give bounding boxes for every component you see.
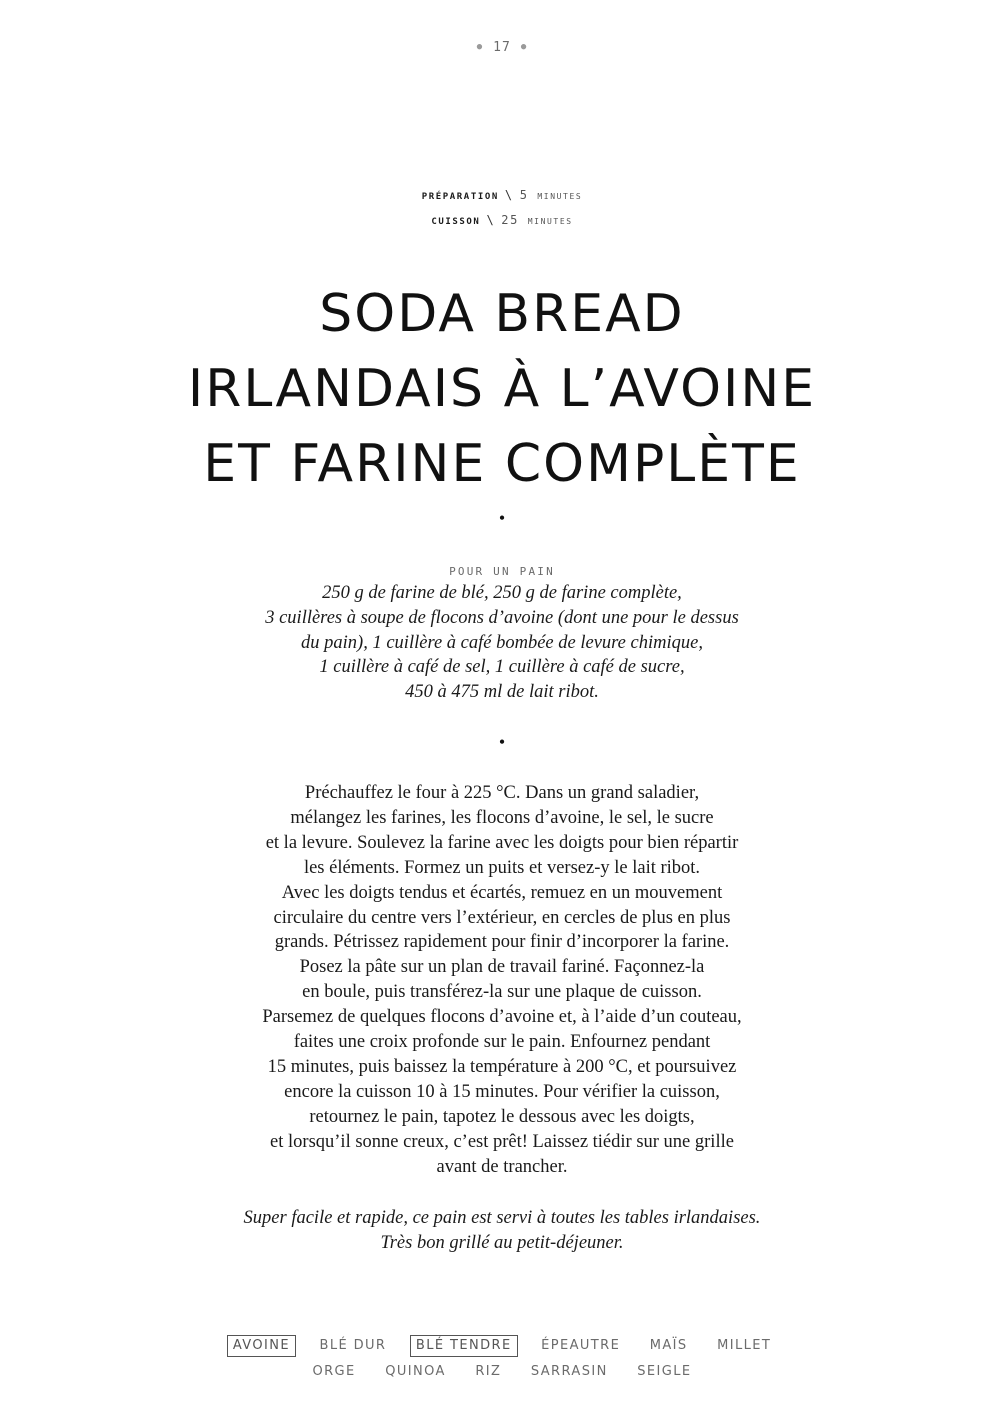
grain-tag-mais[interactable]: MAÏS [649, 1338, 688, 1353]
method-line: avant de trancher. [436, 1156, 568, 1177]
recipe-yield: POUR UN PAIN [449, 565, 555, 578]
method-line: Avec les doigts tendus et écartés, remuez en un mouvement [281, 882, 723, 903]
ingredients-line: du pain), 1 cuillère à café bombée de levure chimique, [301, 632, 703, 653]
method-line: Parsemez de quelques flocons d’avoine et, à l’aide d’un couteau, [262, 1007, 742, 1028]
cook-time [0, 213, 1004, 228]
method-line: Posez la pâte sur un plan de travail fariné. Façonnez-la [299, 957, 705, 978]
method-line: en boule, puis transférez-la sur une plaque de cuisson. [302, 982, 702, 1003]
cook-time-separator: \ [486, 213, 496, 227]
method-line: encore la cuisson 10 à 15 minutes. Pour vérifier la cuisson, [284, 1081, 720, 1102]
prep-time [0, 188, 1004, 203]
page-number-dot-left: ● [476, 42, 484, 52]
page-number-dot-right: ● [520, 42, 528, 52]
grain-tag-riz[interactable]: RIZ [475, 1364, 502, 1379]
grain-tag-ble-dur[interactable]: BLÉ DUR [319, 1338, 387, 1353]
page-number [0, 40, 1004, 55]
ingredients-line: 250 g de farine de blé, 250 g de farine complète, [322, 583, 682, 603]
prep-time-label: préparation [421, 188, 499, 203]
grain-tag-ble-tendre[interactable]: BLÉ TENDRE [410, 1335, 518, 1357]
method-line: et lorsqu’il sonne creux, c’est prêt! Laissez tiédir sur une grille [270, 1131, 734, 1152]
prep-time-value: 5 minutes [519, 188, 583, 202]
grain-tag-sarrasin[interactable]: SARRASIN [530, 1364, 608, 1379]
cook-time-value: 25 minutes [501, 213, 573, 227]
ingredients-line: 1 cuillère à café de sel, 1 cuillère à café de sucre, [319, 657, 685, 678]
prep-time-separator: \ [504, 188, 514, 202]
grain-tag-quinoa[interactable]: QUINOA [385, 1364, 446, 1379]
method-line: Préchauffez le four à 225 °C. Dans un grand saladier, [304, 783, 700, 803]
note-line: Super facile et rapide, ce pain est servi à toutes les tables irlandaises. [243, 1208, 761, 1228]
grain-index-row [0, 1361, 1004, 1383]
recipe-title-line: IRLANDAIS À L’AVOINE [187, 359, 817, 419]
method-line: et la levure. Soulevez la farine avec les doigts pour bien répartir [265, 832, 739, 853]
recipe-title-line: SODA BREAD [319, 284, 685, 344]
method-line: mélangez les farines, les flocons d’avoine, le sel, le sucre [290, 807, 714, 828]
grain-tag-seigle[interactable]: SEIGLE [637, 1364, 692, 1379]
method-line: circulaire du centre vers l’extérieur, en cercles de plus en plus [273, 907, 731, 928]
ingredients-list [0, 581, 1004, 705]
recipe-note [0, 1206, 1004, 1256]
recipe-title-line: ET FARINE COMPLÈTE [203, 434, 801, 494]
section-divider-bullet: • [498, 508, 506, 528]
recipe-method [0, 781, 1004, 1180]
ingredients-line: 450 à 475 ml de lait ribot. [405, 682, 599, 703]
method-line: grands. Pétrissez rapidement pour finir d’incorporer la farine. [274, 932, 730, 953]
note-line: Très bon grillé au petit-déjeuner. [380, 1232, 624, 1253]
recipe-title [0, 277, 1004, 502]
grain-index-row [0, 1335, 1004, 1357]
grain-tag-avoine[interactable]: AVOINE [227, 1335, 296, 1357]
method-line: les éléments. Formez un puits et versez-y le lait ribot. [303, 857, 701, 878]
method-line: faites une croix profonde sur le pain. Enfournez pendant [293, 1032, 711, 1053]
ingredients-line: 3 cuillères à soupe de flocons d’avoine (dont une pour le dessus [265, 607, 739, 628]
grain-tag-epeautre[interactable]: ÉPEAUTRE [541, 1338, 621, 1353]
method-line: retournez le pain, tapotez le dessous avec les doigts, [309, 1106, 695, 1127]
cook-time-label: cuisson [431, 213, 481, 228]
grain-tag-millet[interactable]: MILLET [717, 1338, 772, 1353]
grain-tag-orge[interactable]: ORGE [312, 1364, 356, 1379]
method-line: 15 minutes, puis baissez la température à 200 °C, et poursuivez [267, 1056, 737, 1077]
page-number-value: 17 [493, 40, 511, 55]
section-divider-bullet: • [498, 732, 506, 752]
